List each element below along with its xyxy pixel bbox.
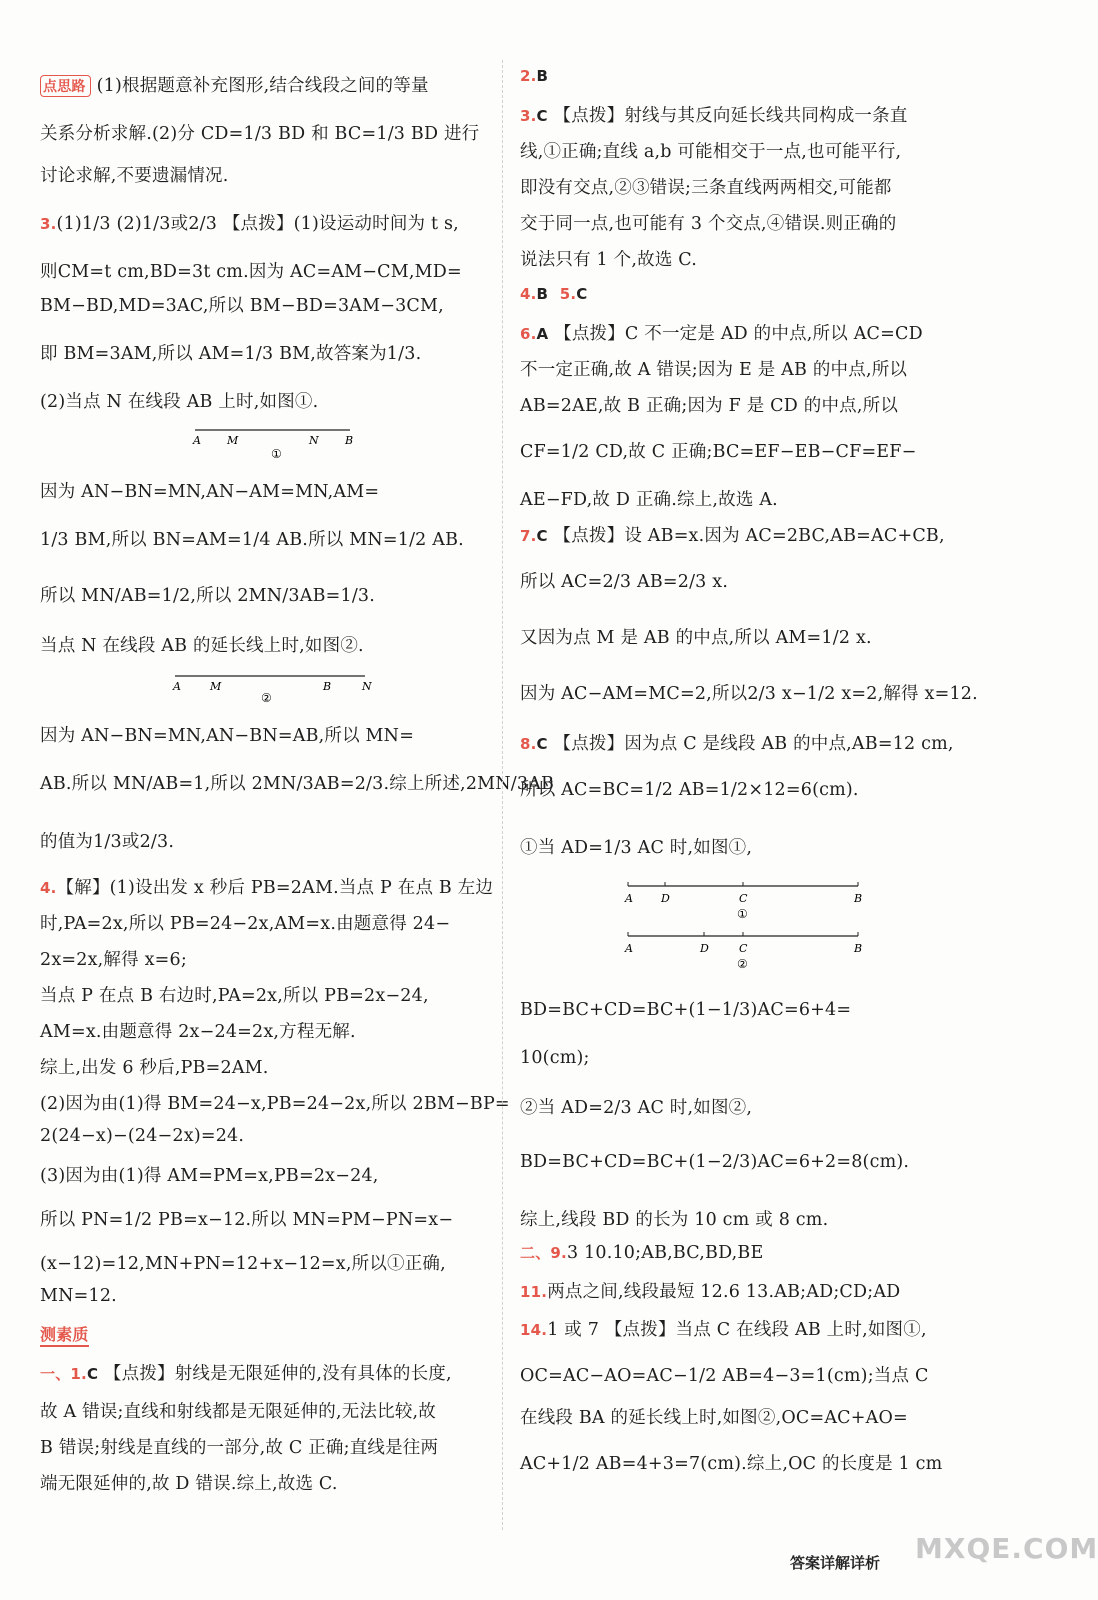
figure-1-right <box>620 876 863 976</box>
line: 14.1 或 7 【点拨】当点 C 在线段 AB 上时,如图①, <box>520 1320 927 1340</box>
line: 因为 AN−BN=MN,AN−BN=AB,所以 MN= <box>40 726 415 746</box>
line: 4.B 5.C <box>520 285 588 303</box>
point-label: C <box>739 942 748 955</box>
line: (2)当点 N 在线段 AB 上时,如图①. <box>40 392 319 412</box>
figure-caption: ② <box>261 691 272 705</box>
line: 即 BM=3AM,所以 AM=1/3 BM,故答案为1/3. <box>40 344 422 364</box>
point-label: B <box>854 942 863 955</box>
point-label: B <box>854 892 863 905</box>
line: AC+1/2 AB=4+3=7(cm).综上,OC 的长度是 1 cm <box>520 1454 943 1474</box>
line: 因为 AC−AM=MC=2,所以2/3 x−1/2 x=2,解得 x=12. <box>520 684 978 704</box>
line: 线,①正确;直线 a,b 可能相交于一点,也可能平行, <box>520 142 902 162</box>
figure-caption: ② <box>737 957 748 971</box>
figure-caption: ① <box>737 907 748 921</box>
line: 的值为1/3或2/3. <box>40 832 175 852</box>
line: AM=x.由题意得 2x−24=2x,方程无解. <box>40 1022 356 1042</box>
line: AB=2AE,故 B 正确;因为 F 是 CD 的中点,所以 <box>520 396 899 416</box>
point-label: A <box>193 434 201 447</box>
page-footer <box>790 1532 1098 1578</box>
line: 4.【解】(1)设出发 x 秒后 PB=2AM.当点 P 在点 B 左边 <box>40 878 494 898</box>
line: (3)因为由(1)得 AM=PM=x,PB=2x−24, <box>40 1166 379 1186</box>
line: AE−FD,故 D 正确.综上,故选 A. <box>520 490 778 510</box>
line: (2)因为由(1)得 BM=24−x,PB=24−2x,所以 2BM−BP= <box>40 1094 510 1114</box>
line: 8.C 【点拨】因为点 C 是线段 AB 的中点,AB=12 cm, <box>520 734 954 754</box>
line: AB.所以 MN/AB=1,所以 2MN/3AB=2/3.综上所述,2MN/3AB <box>40 774 555 794</box>
figure-caption: ① <box>271 447 282 461</box>
line: 2(24−x)−(24−2x)=24. <box>40 1126 245 1146</box>
line: 又因为点 M 是 AB 的中点,所以 AM=1/2 x. <box>520 628 872 648</box>
point-label: M <box>227 434 239 447</box>
line: 交于同一点,也可能有 3 个交点,④错误.则正确的 <box>520 214 897 234</box>
line: 2x=2x,解得 x=6; <box>40 950 187 970</box>
line: 点思路 (1)根据题意补充图形,结合线段之间的等量 <box>40 72 429 97</box>
line: 即没有交点,②③错误;三条直线两两相交,可能都 <box>520 178 892 198</box>
line: 当点 P 在点 B 右边时,PA=2x,所以 PB=2x−24, <box>40 986 429 1006</box>
line: 二、9.3 10.10;AB,BC,BD,BE <box>520 1243 764 1263</box>
line: 7.C 【点拨】设 AB=x.因为 AC=2BC,AB=AC+CB, <box>520 526 945 546</box>
line: 一、1.C 【点拨】射线是无限延伸的,没有具体的长度, <box>40 1364 452 1384</box>
line: 综上,线段 BD 的长为 10 cm 或 8 cm. <box>520 1210 829 1230</box>
line: 综上,出发 6 秒后,PB=2AM. <box>40 1058 269 1078</box>
line: 11.两点之间,线段最短 12.6 13.AB;AD;CD;AD <box>520 1282 901 1302</box>
line: 3.C 【点拨】射线与其反向延长线共同构成一条直 <box>520 106 908 126</box>
line: 所以 PN=1/2 PB=x−12.所以 MN=PM−PN=x− <box>40 1210 454 1230</box>
hint-chip: 点思路 <box>40 75 91 97</box>
line: 所以 AC=2/3 AB=2/3 x. <box>520 572 729 592</box>
column-divider <box>502 60 503 1530</box>
line: 在线段 BA 的延长线上时,如图②,OC=AC+AO= <box>520 1408 908 1428</box>
line: BD=BC+CD=BC+(1−2/3)AC=6+2=8(cm). <box>520 1152 910 1172</box>
line: (x−12)=12,MN+PN=12+x−12=x,所以①正确, <box>40 1254 446 1274</box>
line: ①当 AD=1/3 AC 时,如图①, <box>520 838 753 858</box>
figure-2-left <box>165 664 375 706</box>
point-label: B <box>345 434 354 447</box>
line <box>40 1322 89 1345</box>
figure-1-left <box>185 420 365 462</box>
point-label: A <box>625 942 633 955</box>
line: 3.(1)1/3 (2)1/3或2/3 【点拨】(1)设运动时间为 t s, <box>40 214 459 234</box>
line: 所以 MN/AB=1/2,所以 2MN/3AB=1/3. <box>40 586 376 606</box>
line: 不一定正确,故 A 错误;因为 E 是 AB 的中点,所以 <box>520 360 908 380</box>
line: 因为 AN−BN=MN,AN−AM=MN,AM= <box>40 482 380 502</box>
line: B 错误;射线是直线的一部分,故 C 正确;直线是往两 <box>40 1438 439 1458</box>
line: 故 A 错误;直线和射线都是无限延伸的,无法比较,故 <box>40 1402 436 1422</box>
line: 2.B <box>520 67 549 85</box>
line: CF=1/2 CD,故 C 正确;BC=EF−EB−CF=EF− <box>520 442 917 462</box>
line: 端无限延伸的,故 D 错误.综上,故选 C. <box>40 1474 338 1494</box>
line: 讨论求解,不要遗漏情况. <box>40 166 229 186</box>
footer-label: 答案详解详析 <box>790 1554 881 1572</box>
line: ②当 AD=2/3 AC 时,如图②, <box>520 1098 753 1118</box>
line: 则CM=t cm,BD=3t cm.因为 AC=AM−CM,MD= <box>40 262 462 282</box>
point-label: C <box>739 892 748 905</box>
section-heading: 测素质 <box>40 1325 89 1347</box>
line: 关系分析求解.(2)分 CD=1/3 BD 和 BC=1/3 BD 进行 <box>40 124 480 144</box>
point-label: N <box>309 434 319 447</box>
line: 说法只有 1 个,故选 C. <box>520 250 698 270</box>
point-label: A <box>173 680 181 693</box>
line: 1/3 BM,所以 BN=AM=1/4 AB.所以 MN=1/2 AB. <box>40 530 464 550</box>
line: BD=BC+CD=BC+(1−1/3)AC=6+4= <box>520 1000 852 1020</box>
line: MN=12. <box>40 1286 117 1306</box>
point-label: D <box>661 892 670 905</box>
watermark: MXQE.COM <box>915 1532 1098 1565</box>
point-label: B <box>323 680 332 693</box>
line: BM−BD,MD=3AC,所以 BM−BD=3AM−3CM, <box>40 296 444 316</box>
line: 当点 N 在线段 AB 的延长线上时,如图②. <box>40 636 364 656</box>
point-label: D <box>700 942 709 955</box>
line: OC=AC−AO=AC−1/2 AB=4−3=1(cm);当点 C <box>520 1366 929 1386</box>
line: 10(cm); <box>520 1048 590 1068</box>
point-label: A <box>625 892 633 905</box>
point-label: M <box>210 680 222 693</box>
line: 所以 AC=BC=1/2 AB=1/2×12=6(cm). <box>520 780 859 800</box>
line: 时,PA=2x,所以 PB=24−2x,AM=x.由题意得 24− <box>40 914 451 934</box>
line: 6.A 【点拨】C 不一定是 AD 的中点,所以 AC=CD <box>520 324 923 344</box>
point-label: N <box>362 680 372 693</box>
